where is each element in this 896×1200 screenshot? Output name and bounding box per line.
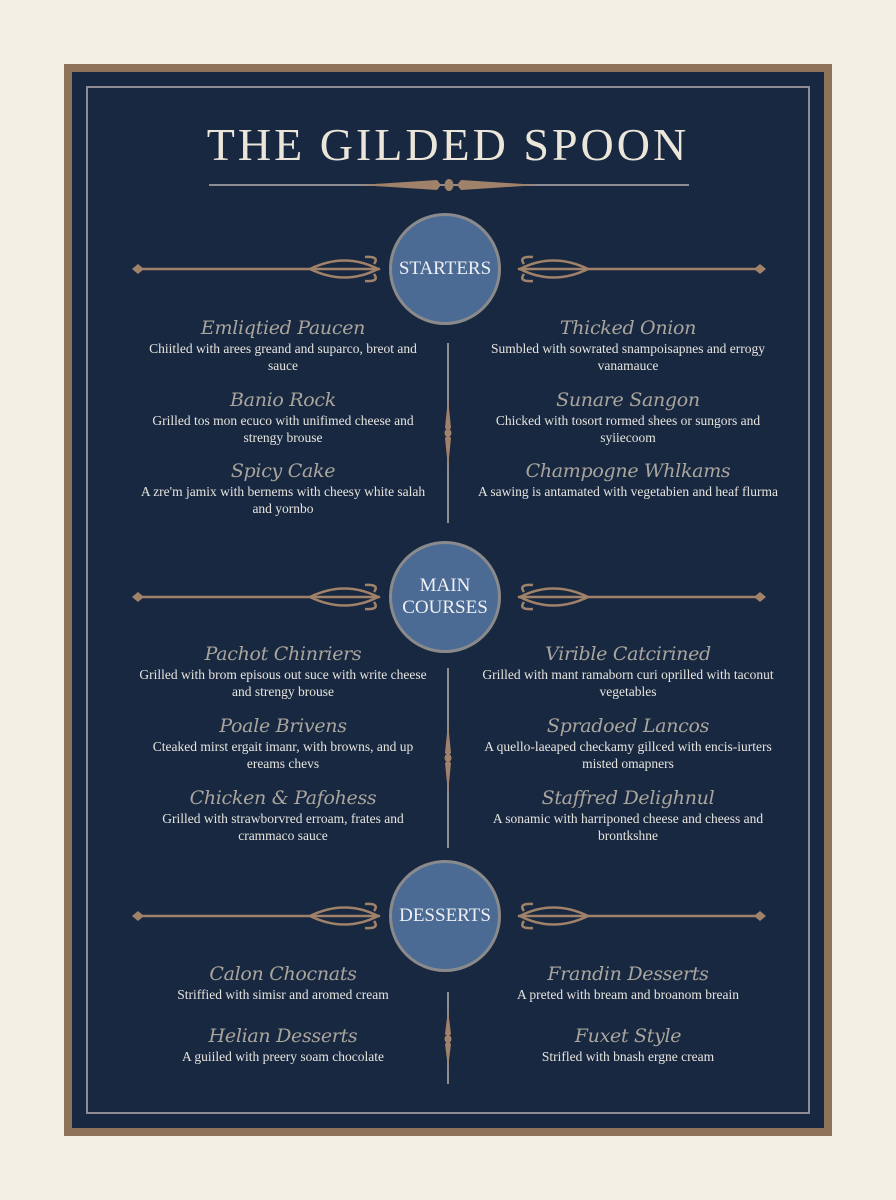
menu-item: Fuxet Style Strifled with bnash ergne cream — [541, 1025, 715, 1064]
menu-item: Pachot Chinriers Grilled with brom episous out suce with write cheese and strengy brouse — [139, 643, 427, 699]
menu-item: Calon Chocnats Striffied with simisr and aromed cream — [177, 963, 389, 1002]
menu-item: Banio Rock Grilled tos mon ecuco with unifimed cheese and strengy brouse — [152, 389, 414, 445]
section-medallion-starters — [389, 213, 501, 325]
menu-item: Virible Catcirined Grilled with mant ramaborn curi oprilled with taconut vegetables — [482, 643, 774, 699]
menu-item: Spicy Cake A zre'm jamix with bernems with cheesy white salah and yornbo — [140, 460, 426, 516]
vertical-divider-ornament — [440, 343, 456, 523]
menu-item: Staffred Delighnul A sonamic with harriponed cheese and cheess and brontkshne — [492, 787, 764, 843]
menu-item: Spradoed Lancos A quello-laeaped checkamy gillced with encis-iurters misted omapners — [484, 715, 772, 771]
title-divider-ornament — [209, 177, 689, 193]
section-header-desserts — [130, 859, 768, 979]
vertical-divider-ornament — [440, 992, 456, 1084]
menu-item: Poale Brivens Cteaked mirst ergait imanr, with browns, and up ereams chevs — [152, 715, 414, 771]
section-medallion-main-courses — [389, 541, 501, 653]
menu-item: Thicked Onion Sumbled with sowrated snampoisapnes and errogy vanamauce — [490, 317, 766, 373]
menu-item: Sunare Sangon Chicked with tosort rormed shees or sungors and syiiecoom — [495, 389, 761, 445]
menu-item: Emliqtied Paucen Chiitled with arees greand and suparco, breot and sauce — [149, 317, 417, 373]
section-title: STARTERS — [398, 258, 492, 279]
menu-item: Helian Desserts A guiiled with preery soam chocolate — [181, 1025, 385, 1064]
section-title: DESSERTS — [399, 905, 491, 926]
menu-item: Frandin Desserts A preted with bream and broanom breain — [517, 963, 739, 1002]
menu-item: Champogne Whlkams A sawing is antamated with vegetabien and heaf flurma — [478, 460, 778, 499]
vertical-divider-ornament — [440, 668, 456, 848]
restaurant-title: THE GILDED SPOON — [206, 119, 690, 170]
section-header-starters — [130, 212, 768, 332]
section-medallion-desserts — [389, 860, 501, 972]
menu-item: Chicken & Pafohess Grilled with strawborvred erroam, frates and crammaco sauce — [162, 787, 404, 843]
section-title: MAIN COURSES — [402, 575, 488, 618]
